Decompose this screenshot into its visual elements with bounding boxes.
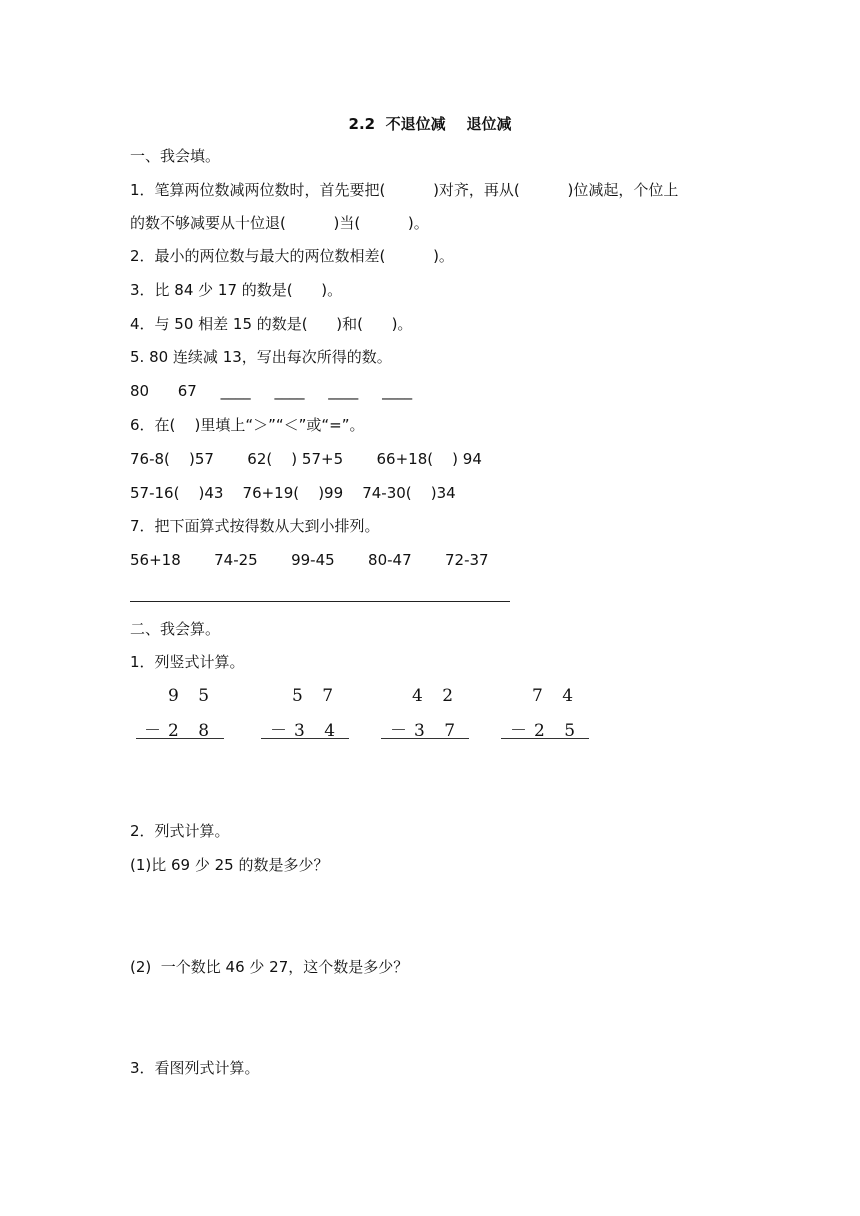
vertical-calc-3	[378, 684, 478, 744]
calc-question-1: 1．列竖式计算。	[130, 653, 245, 671]
question-6: 6．在( )里填上“＞”“＜”或“=”。	[130, 416, 365, 434]
calc-question-2-1: (1)比 69 少 25 的数是多少？	[130, 856, 329, 874]
question-6-row-1: 76-8( )57 62( ) 57+5 66+18( ) 94	[130, 450, 482, 468]
calc-question-3: 3．看图列式计算。	[130, 1059, 260, 1077]
calc-question-2: 2．列式计算。	[130, 822, 230, 840]
vertical-calc-bar	[381, 738, 469, 739]
question-6-row-2: 57-16( )43 76+19( )99 74-30( )34	[130, 484, 456, 502]
question-7-expressions: 56+18 74-25 99-45 80-47 72-37	[130, 551, 489, 569]
vertical-calc-minuend: 5 7	[292, 686, 341, 706]
vertical-calc-minuend: 4 2	[412, 686, 461, 706]
vertical-calc-bar	[261, 738, 349, 739]
vertical-calc-minuend: 9 5	[168, 686, 217, 706]
answer-line	[130, 601, 510, 602]
calc-question-2-2: (2) 一个数比 46 少 27，这个数是多少？	[130, 958, 409, 976]
vertical-calc-subtrahend: －2 5	[510, 721, 583, 741]
question-7: 7．把下面算式按得数从大到小排列。	[130, 517, 380, 535]
question-2: 2．最小的两位数与最大的两位数相差( )。	[130, 247, 454, 265]
vertical-calc-subtrahend: －3 7	[390, 721, 463, 741]
question-5-sequence: 80 67 ____ ____ ____ ____	[130, 382, 413, 400]
section-heading-fill: 一、我会填。	[130, 147, 221, 165]
vertical-calc-bar	[136, 738, 224, 739]
section-heading-calc: 二、我会算。	[130, 620, 221, 638]
vertical-calc-1	[134, 684, 234, 744]
question-5: 5. 80 连续减 13，写出每次所得的数。	[130, 348, 392, 366]
vertical-calc-4	[498, 684, 598, 744]
question-3: 3．比 84 少 17 的数是( )。	[130, 281, 343, 299]
question-1-line-1: 1．笔算两位数减两位数时，首先要把( )对齐，再从( )位减起，个位上	[130, 181, 679, 199]
page-title: 2.2 不退位减 退位减	[348, 115, 512, 133]
question-1-line-2: 的数不够减要从十位退( )当( )。	[130, 214, 429, 232]
vertical-calc-subtrahend: －3 4	[270, 721, 343, 741]
question-4: 4．与 50 相差 15 的数是( )和( )。	[130, 315, 413, 333]
vertical-calc-subtrahend: －2 8	[144, 721, 217, 741]
vertical-calc-minuend: 7 4	[532, 686, 581, 706]
vertical-calc-bar	[501, 738, 589, 739]
vertical-calc-2	[258, 684, 358, 744]
